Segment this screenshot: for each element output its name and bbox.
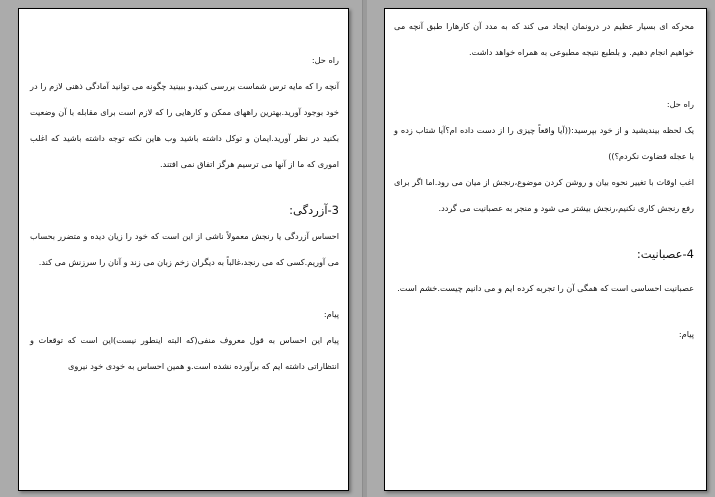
page-gutter <box>362 0 367 497</box>
resentment-paragraph: احساس آزردگی یا رنجش معمولاً ناشی از این است که خود را زیان دیده و متضرر بحساب می آوریم.کسی که می رنجد،غالباً به دیگران زخم زبان می زند و آنان را سرزنش می کند. <box>30 231 339 267</box>
section-heading-anger: 4-عصبانیت: <box>636 247 694 261</box>
solution-paragraph-2: اغب اوقات با تغییر نحوه بیان و روشن کردن موضوع،رنجش از میان می رود.اما اگر برای رفع رنجش کاری نکنیم،رنجش بیشتر می شود و منجر به عصبانیت می گردد. <box>394 177 694 213</box>
anger-paragraph: عصبانیت احساسی است که همگی آن را تجربه کرده ایم و می دانیم چیست.خشم است. <box>397 283 694 293</box>
document-page-right <box>384 8 707 491</box>
solution-label: راه حل: <box>666 99 694 109</box>
document-page-left <box>18 8 349 491</box>
message-label: پیام: <box>323 309 339 319</box>
page-content <box>30 47 339 379</box>
page-content <box>394 13 694 347</box>
message-paragraph: پیام این احساس به قول معروف منفی(که البته اینطور نیست)این است که توقعات و انتظاراتی داشته ایم که برآورده نشده است.و همین احساس به خودی خود نیروی <box>30 335 339 371</box>
solution-label: راه حل: <box>311 55 339 65</box>
solution-paragraph: آنچه را که مایه ترس شماست بررسی کنید،و ببینید چگونه می توانید آمادگی ذهنی لازم را در خود بوجود آورید.بهترین راههای ممکن و کارهایی را که لازم است برای مقابله با آن وضعیت بکنید در نظر آورید.ایمان و توکل داشته باشید وب هاین نکته توجه داشته باشید که اغلب اموری که ما از آنها می ترسیم هرگز اتفاق نمی افتند. <box>30 81 339 169</box>
section-heading-resentment: 3-آزردگی: <box>289 203 339 217</box>
message-label: پیام: <box>678 329 694 339</box>
solution-paragraph: یک لحظه بیندیشید و از خود بپرسید:((آیا واقعاً چیزی را از دست داده ام؟آیا شتاب زده و با عجله قضاوت نکردم؟)) <box>394 125 694 161</box>
continued-paragraph: محرکه ای بسیار عظیم در درونمان ایجاد می کند که به مدد آن کارهارا طبق آنچه می خواهیم انجام دهیم. و بلطبع نتیجه مطبوعی به همراه خواهد داشت. <box>394 21 694 57</box>
